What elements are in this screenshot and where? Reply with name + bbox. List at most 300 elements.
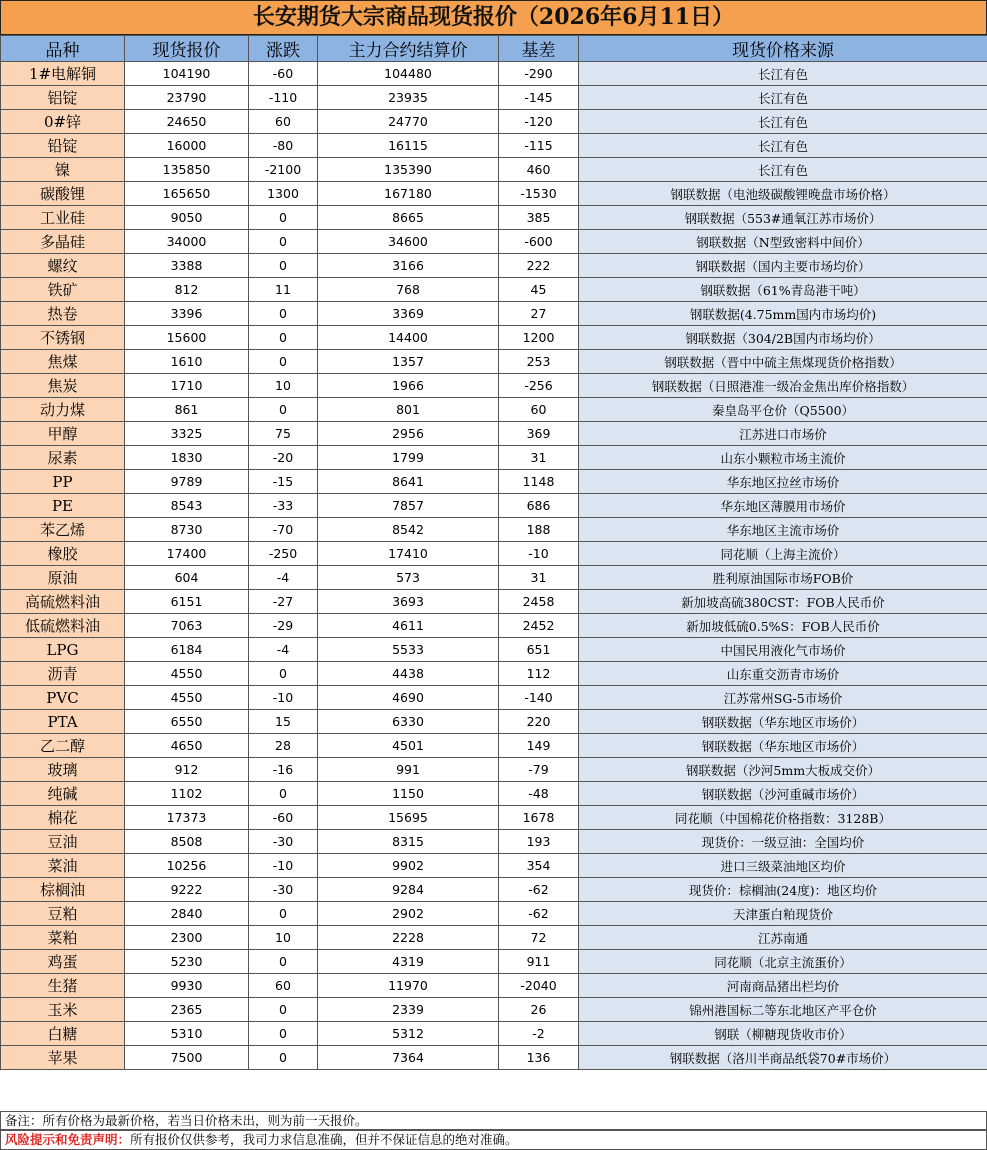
cell-main-settlement: 1799 — [318, 446, 499, 470]
table-row — [1, 470, 987, 494]
cell-variety: 铅锭 — [1, 134, 125, 158]
cell-basis: 188 — [499, 518, 579, 542]
table-row — [1, 854, 987, 878]
table-row — [1, 1046, 987, 1070]
cell-main-settlement: 1966 — [318, 374, 499, 398]
sheet-title: 长安期货大宗商品现货报价（2026年6月11日） — [0, 0, 987, 35]
cell-main-settlement: 11970 — [318, 974, 499, 998]
cell-change: 0 — [249, 662, 318, 686]
table-row — [1, 1022, 987, 1046]
cell-price-source: 华东地区薄膜用市场价 — [579, 494, 987, 518]
cell-spot-price: 135850 — [125, 158, 249, 182]
cell-basis: 686 — [499, 494, 579, 518]
table-row — [1, 182, 987, 206]
cell-change: 0 — [249, 230, 318, 254]
cell-spot-price: 1102 — [125, 782, 249, 806]
cell-spot-price: 10256 — [125, 854, 249, 878]
cell-spot-price: 16000 — [125, 134, 249, 158]
cell-spot-price: 23790 — [125, 86, 249, 110]
cell-spot-price: 17400 — [125, 542, 249, 566]
cell-change: 0 — [249, 902, 318, 926]
cell-spot-price: 1610 — [125, 350, 249, 374]
cell-spot-price: 17373 — [125, 806, 249, 830]
table-row — [1, 734, 987, 758]
table-row — [1, 878, 987, 902]
cell-variety: PTA — [1, 710, 125, 734]
cell-spot-price: 812 — [125, 278, 249, 302]
cell-spot-price: 8508 — [125, 830, 249, 854]
cell-basis: 1200 — [499, 326, 579, 350]
table-row — [1, 662, 987, 686]
cell-variety: 生猪 — [1, 974, 125, 998]
table-row — [1, 782, 987, 806]
cell-price-source: 钢联数据（华东地区市场价） — [579, 734, 987, 758]
cell-basis: -120 — [499, 110, 579, 134]
cell-variety: PVC — [1, 686, 125, 710]
cell-main-settlement: 7857 — [318, 494, 499, 518]
cell-spot-price: 9789 — [125, 470, 249, 494]
cell-change: 0 — [249, 254, 318, 278]
cell-price-source: 江苏进口市场价 — [579, 422, 987, 446]
table-row — [1, 998, 987, 1022]
cell-spot-price: 15600 — [125, 326, 249, 350]
cell-change: 0 — [249, 206, 318, 230]
cell-main-settlement: 14400 — [318, 326, 499, 350]
cell-price-source: 新加坡高硫380CST：FOB人民币价 — [579, 590, 987, 614]
cell-basis: 220 — [499, 710, 579, 734]
header-spot-price: 现货报价 — [125, 36, 249, 62]
risk-text: 所有报价仅供参考，我司力求信息准确，但并不保证信息的绝对准确。 — [130, 1132, 518, 1147]
cell-basis: 26 — [499, 998, 579, 1022]
cell-variety: 原油 — [1, 566, 125, 590]
header-change: 涨跌 — [249, 36, 318, 62]
cell-spot-price: 6550 — [125, 710, 249, 734]
cell-change: -10 — [249, 854, 318, 878]
header-variety: 品种 — [1, 36, 125, 62]
cell-spot-price: 6184 — [125, 638, 249, 662]
cell-variety: 镍 — [1, 158, 125, 182]
table-row — [1, 830, 987, 854]
footnote: 备注：所有价格为最新价格，若当日价格未出，则为前一天报价。 — [0, 1111, 987, 1130]
cell-main-settlement: 768 — [318, 278, 499, 302]
cell-main-settlement: 4611 — [318, 614, 499, 638]
cell-main-settlement: 9902 — [318, 854, 499, 878]
cell-change: 75 — [249, 422, 318, 446]
cell-price-source: 同花顺（北京主流蛋价） — [579, 950, 987, 974]
cell-variety: 尿素 — [1, 446, 125, 470]
cell-variety: PE — [1, 494, 125, 518]
cell-variety: 甲醇 — [1, 422, 125, 446]
cell-variety: 铁矿 — [1, 278, 125, 302]
cell-main-settlement: 16115 — [318, 134, 499, 158]
cell-change: 60 — [249, 110, 318, 134]
cell-variety: 焦炭 — [1, 374, 125, 398]
cell-variety: 菜油 — [1, 854, 125, 878]
cell-spot-price: 4550 — [125, 686, 249, 710]
cell-main-settlement: 24770 — [318, 110, 499, 134]
cell-main-settlement: 8542 — [318, 518, 499, 542]
cell-variety: 工业硅 — [1, 206, 125, 230]
cell-variety: PP — [1, 470, 125, 494]
cell-variety: 低硫燃料油 — [1, 614, 125, 638]
cell-price-source: 秦皇岛平仓价（Q5500） — [579, 398, 987, 422]
cell-main-settlement: 9284 — [318, 878, 499, 902]
cell-variety: 纯碱 — [1, 782, 125, 806]
cell-spot-price: 3325 — [125, 422, 249, 446]
cell-spot-price: 7500 — [125, 1046, 249, 1070]
cell-spot-price: 4650 — [125, 734, 249, 758]
table-row — [1, 206, 987, 230]
cell-variety: 多晶硅 — [1, 230, 125, 254]
cell-change: -250 — [249, 542, 318, 566]
cell-basis: 222 — [499, 254, 579, 278]
cell-main-settlement: 3693 — [318, 590, 499, 614]
cell-change: -10 — [249, 686, 318, 710]
cell-change: 0 — [249, 302, 318, 326]
cell-spot-price: 604 — [125, 566, 249, 590]
cell-price-source: 钢联数据（N型致密料中间价） — [579, 230, 987, 254]
table-body — [1, 62, 987, 1070]
cell-price-source: 钢联数据(4.75mm国内市场均价) — [579, 302, 987, 326]
cell-spot-price: 1830 — [125, 446, 249, 470]
cell-price-source: 钢联数据（国内主要市场均价） — [579, 254, 987, 278]
cell-main-settlement: 17410 — [318, 542, 499, 566]
cell-variety: 棕榈油 — [1, 878, 125, 902]
cell-main-settlement: 104480 — [318, 62, 499, 86]
table-row — [1, 566, 987, 590]
cell-variety: 热卷 — [1, 302, 125, 326]
cell-variety: 高硫燃料油 — [1, 590, 125, 614]
cell-main-settlement: 3166 — [318, 254, 499, 278]
cell-variety: 玉米 — [1, 998, 125, 1022]
cell-variety: 苯乙烯 — [1, 518, 125, 542]
cell-basis: -48 — [499, 782, 579, 806]
cell-change: 0 — [249, 1022, 318, 1046]
cell-spot-price: 8730 — [125, 518, 249, 542]
cell-price-source: 钢联数据（华东地区市场价） — [579, 710, 987, 734]
cell-change: -70 — [249, 518, 318, 542]
cell-main-settlement: 4690 — [318, 686, 499, 710]
table-row — [1, 158, 987, 182]
cell-price-source: 现货价：棕榈油(24度)：地区均价 — [579, 878, 987, 902]
cell-spot-price: 165650 — [125, 182, 249, 206]
cell-change: 28 — [249, 734, 318, 758]
cell-price-source: 现货价：一级豆油：全国均价 — [579, 830, 987, 854]
cell-variety: 玻璃 — [1, 758, 125, 782]
table-row — [1, 686, 987, 710]
table-row — [1, 446, 987, 470]
cell-price-source: 中国民用液化气市场价 — [579, 638, 987, 662]
cell-basis: 385 — [499, 206, 579, 230]
cell-spot-price: 4550 — [125, 662, 249, 686]
cell-spot-price: 2365 — [125, 998, 249, 1022]
cell-spot-price: 5310 — [125, 1022, 249, 1046]
cell-main-settlement: 34600 — [318, 230, 499, 254]
cell-price-source: 同花顺（上海主流价） — [579, 542, 987, 566]
cell-basis: -145 — [499, 86, 579, 110]
cell-price-source: 江苏南通 — [579, 926, 987, 950]
cell-change: -60 — [249, 62, 318, 86]
cell-variety: 橡胶 — [1, 542, 125, 566]
cell-price-source: 河南商品猪出栏均价 — [579, 974, 987, 998]
cell-variety: 螺纹 — [1, 254, 125, 278]
cell-main-settlement: 5312 — [318, 1022, 499, 1046]
cell-basis: 354 — [499, 854, 579, 878]
cell-change: 0 — [249, 326, 318, 350]
cell-price-source: 天津蛋白粕现货价 — [579, 902, 987, 926]
cell-basis: 193 — [499, 830, 579, 854]
cell-basis: -79 — [499, 758, 579, 782]
cell-price-source: 新加坡低硫0.5%S：FOB人民币价 — [579, 614, 987, 638]
cell-price-source: 锦州港国标二等东北地区产平仓价 — [579, 998, 987, 1022]
table-row — [1, 374, 987, 398]
cell-change: 15 — [249, 710, 318, 734]
cell-price-source: 山东重交沥青市场价 — [579, 662, 987, 686]
cell-main-settlement: 135390 — [318, 158, 499, 182]
cell-spot-price: 6151 — [125, 590, 249, 614]
cell-basis: -2 — [499, 1022, 579, 1046]
cell-basis: 911 — [499, 950, 579, 974]
cell-spot-price: 9050 — [125, 206, 249, 230]
cell-spot-price: 9222 — [125, 878, 249, 902]
cell-spot-price: 8543 — [125, 494, 249, 518]
header-price-source: 现货价格来源 — [579, 36, 987, 62]
cell-main-settlement: 2902 — [318, 902, 499, 926]
cell-spot-price: 9930 — [125, 974, 249, 998]
table-row — [1, 230, 987, 254]
cell-change: 0 — [249, 950, 318, 974]
header-main-settlement: 主力合约结算价 — [318, 36, 499, 62]
cell-change: -20 — [249, 446, 318, 470]
table-row — [1, 302, 987, 326]
table-row — [1, 494, 987, 518]
cell-price-source: 胜利原油国际市场FOB价 — [579, 566, 987, 590]
cell-basis: 253 — [499, 350, 579, 374]
cell-price-source: 钢联数据（电池级碳酸锂晚盘市场价格） — [579, 182, 987, 206]
cell-basis: 31 — [499, 566, 579, 590]
cell-price-source: 华东地区主流市场价 — [579, 518, 987, 542]
cell-main-settlement: 8641 — [318, 470, 499, 494]
cell-main-settlement: 167180 — [318, 182, 499, 206]
cell-basis: -62 — [499, 878, 579, 902]
cell-main-settlement: 8315 — [318, 830, 499, 854]
cell-main-settlement: 573 — [318, 566, 499, 590]
risk-disclaimer — [0, 1130, 987, 1150]
cell-change: -4 — [249, 638, 318, 662]
cell-main-settlement: 4501 — [318, 734, 499, 758]
cell-change: -29 — [249, 614, 318, 638]
cell-basis: 460 — [499, 158, 579, 182]
cell-main-settlement: 2228 — [318, 926, 499, 950]
cell-change: 0 — [249, 350, 318, 374]
cell-variety: 动力煤 — [1, 398, 125, 422]
cell-basis: -62 — [499, 902, 579, 926]
table-row — [1, 542, 987, 566]
cell-variety: 1#电解铜 — [1, 62, 125, 86]
cell-basis: -256 — [499, 374, 579, 398]
table-row — [1, 806, 987, 830]
cell-price-source: 同花顺（中国棉花价格指数：3128B） — [579, 806, 987, 830]
table-row — [1, 254, 987, 278]
cell-variety: 白糖 — [1, 1022, 125, 1046]
cell-change: -60 — [249, 806, 318, 830]
cell-basis: 60 — [499, 398, 579, 422]
cell-price-source: 江苏常州SG-5市场价 — [579, 686, 987, 710]
table-row — [1, 398, 987, 422]
cell-change: 0 — [249, 398, 318, 422]
cell-main-settlement: 2339 — [318, 998, 499, 1022]
cell-change: -4 — [249, 566, 318, 590]
cell-basis: -1530 — [499, 182, 579, 206]
cell-main-settlement: 4319 — [318, 950, 499, 974]
cell-spot-price: 2300 — [125, 926, 249, 950]
cell-main-settlement: 7364 — [318, 1046, 499, 1070]
cell-price-source: 钢联数据（日照港准一级冶金焦出库价格指数） — [579, 374, 987, 398]
cell-main-settlement: 23935 — [318, 86, 499, 110]
cell-change: 10 — [249, 374, 318, 398]
cell-basis: 72 — [499, 926, 579, 950]
cell-price-source: 钢联数据（沙河重碱市场价） — [579, 782, 987, 806]
cell-spot-price: 34000 — [125, 230, 249, 254]
cell-basis: -115 — [499, 134, 579, 158]
cell-price-source: 长江有色 — [579, 62, 987, 86]
cell-basis: 31 — [499, 446, 579, 470]
cell-price-source: 钢联数据（61%青岛港干吨） — [579, 278, 987, 302]
cell-spot-price: 912 — [125, 758, 249, 782]
cell-basis: 1678 — [499, 806, 579, 830]
table-row — [1, 62, 987, 86]
table-row — [1, 614, 987, 638]
table-row — [1, 326, 987, 350]
cell-variety: 鸡蛋 — [1, 950, 125, 974]
cell-main-settlement: 8665 — [318, 206, 499, 230]
cell-spot-price: 104190 — [125, 62, 249, 86]
cell-main-settlement: 3369 — [318, 302, 499, 326]
cell-basis: 136 — [499, 1046, 579, 1070]
cell-variety: 不锈钢 — [1, 326, 125, 350]
cell-change: 60 — [249, 974, 318, 998]
cell-basis: 2458 — [499, 590, 579, 614]
cell-change: -110 — [249, 86, 318, 110]
cell-change: 11 — [249, 278, 318, 302]
cell-main-settlement: 991 — [318, 758, 499, 782]
cell-change: -80 — [249, 134, 318, 158]
cell-variety: 0#锌 — [1, 110, 125, 134]
cell-basis: 27 — [499, 302, 579, 326]
table-row — [1, 518, 987, 542]
cell-basis: -2040 — [499, 974, 579, 998]
table-header-row — [1, 36, 987, 62]
cell-variety: 苹果 — [1, 1046, 125, 1070]
table-row — [1, 422, 987, 446]
risk-label: 风险提示和免责声明： — [5, 1132, 131, 1147]
table-row — [1, 110, 987, 134]
table-row — [1, 926, 987, 950]
cell-price-source: 钢联数据（晋中中硫主焦煤现货价格指数） — [579, 350, 987, 374]
cell-price-source: 长江有色 — [579, 134, 987, 158]
cell-price-source: 长江有色 — [579, 110, 987, 134]
cell-variety: 棉花 — [1, 806, 125, 830]
cell-main-settlement: 4438 — [318, 662, 499, 686]
cell-basis: 651 — [499, 638, 579, 662]
table-row — [1, 902, 987, 926]
cell-spot-price: 1710 — [125, 374, 249, 398]
cell-basis: -290 — [499, 62, 579, 86]
cell-change: -16 — [249, 758, 318, 782]
cell-price-source: 钢联数据（沙河5mm大板成交价） — [579, 758, 987, 782]
cell-basis: 149 — [499, 734, 579, 758]
cell-basis: 369 — [499, 422, 579, 446]
cell-change: 1300 — [249, 182, 318, 206]
cell-main-settlement: 1357 — [318, 350, 499, 374]
cell-change: -33 — [249, 494, 318, 518]
cell-change: -2100 — [249, 158, 318, 182]
cell-spot-price: 7063 — [125, 614, 249, 638]
cell-change: -15 — [249, 470, 318, 494]
cell-main-settlement: 801 — [318, 398, 499, 422]
cell-price-source: 钢联数据（洛川半商品纸袋70#市场价） — [579, 1046, 987, 1070]
cell-variety: LPG — [1, 638, 125, 662]
cell-spot-price: 861 — [125, 398, 249, 422]
price-table — [0, 35, 987, 1070]
cell-main-settlement: 5533 — [318, 638, 499, 662]
cell-basis: 112 — [499, 662, 579, 686]
cell-change: 0 — [249, 782, 318, 806]
cell-price-source: 华东地区拉丝市场价 — [579, 470, 987, 494]
cell-price-source: 钢联数据（553#通氧江苏市场价） — [579, 206, 987, 230]
cell-main-settlement: 15695 — [318, 806, 499, 830]
cell-basis: -600 — [499, 230, 579, 254]
header-basis: 基差 — [499, 36, 579, 62]
cell-basis: 1148 — [499, 470, 579, 494]
table-row — [1, 278, 987, 302]
cell-variety: 沥青 — [1, 662, 125, 686]
table-row — [1, 638, 987, 662]
table-row — [1, 710, 987, 734]
table-row — [1, 134, 987, 158]
cell-price-source: 钢联数据（304/2B国内市场均价） — [579, 326, 987, 350]
cell-change: -30 — [249, 878, 318, 902]
cell-spot-price: 3388 — [125, 254, 249, 278]
cell-variety: 豆粕 — [1, 902, 125, 926]
cell-change: 10 — [249, 926, 318, 950]
table-row — [1, 758, 987, 782]
table-row — [1, 86, 987, 110]
table-row — [1, 974, 987, 998]
cell-basis: -10 — [499, 542, 579, 566]
cell-variety: 乙二醇 — [1, 734, 125, 758]
cell-price-source: 山东小颗粒市场主流价 — [579, 446, 987, 470]
cell-spot-price: 5230 — [125, 950, 249, 974]
cell-basis: 45 — [499, 278, 579, 302]
cell-price-source: 长江有色 — [579, 158, 987, 182]
cell-variety: 菜粕 — [1, 926, 125, 950]
cell-price-source: 进口三级菜油地区均价 — [579, 854, 987, 878]
cell-main-settlement: 2956 — [318, 422, 499, 446]
cell-variety: 碳酸锂 — [1, 182, 125, 206]
cell-spot-price: 24650 — [125, 110, 249, 134]
table-row — [1, 950, 987, 974]
cell-basis: 2452 — [499, 614, 579, 638]
cell-main-settlement: 1150 — [318, 782, 499, 806]
cell-main-settlement: 6330 — [318, 710, 499, 734]
cell-price-source: 钢联（柳糖现货收市价） — [579, 1022, 987, 1046]
cell-change: -27 — [249, 590, 318, 614]
cell-variety: 铝锭 — [1, 86, 125, 110]
cell-variety: 豆油 — [1, 830, 125, 854]
table-row — [1, 350, 987, 374]
cell-price-source: 长江有色 — [579, 86, 987, 110]
